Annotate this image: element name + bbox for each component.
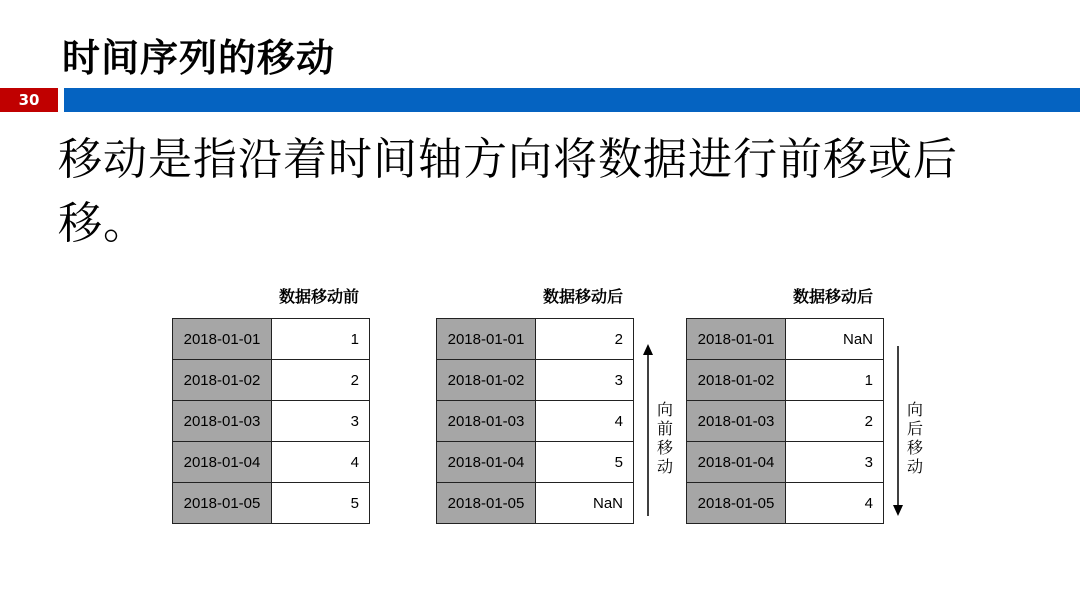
date-cell: 2018-01-05 xyxy=(687,483,786,524)
value-cell: NaN xyxy=(786,319,884,360)
date-cell: 2018-01-02 xyxy=(687,360,786,401)
table-row xyxy=(173,483,370,524)
date-cell: 2018-01-05 xyxy=(437,483,536,524)
table-row xyxy=(437,483,634,524)
table-row xyxy=(687,401,884,442)
table-row xyxy=(173,319,370,360)
date-cell: 2018-01-01 xyxy=(437,319,536,360)
caption-after-forward-shift: 数据移动后 xyxy=(543,287,624,306)
table-row xyxy=(437,442,634,483)
date-cell: 2018-01-04 xyxy=(173,442,272,483)
value-cell: 3 xyxy=(272,401,370,442)
table-row xyxy=(687,442,884,483)
table-before-shift xyxy=(172,318,370,524)
table-row xyxy=(437,319,634,360)
value-cell: 5 xyxy=(536,442,634,483)
date-cell: 2018-01-03 xyxy=(437,401,536,442)
date-cell: 2018-01-02 xyxy=(173,360,272,401)
value-cell: 2 xyxy=(786,401,884,442)
value-cell: 2 xyxy=(536,319,634,360)
table-row xyxy=(173,360,370,401)
header-bar xyxy=(64,88,1080,112)
slide-title: 时间序列的移动 xyxy=(62,36,336,80)
caption-after-backward-shift: 数据移动后 xyxy=(793,287,874,306)
shift-forward-label: 向前移动 xyxy=(656,400,673,476)
body-text: 移动是指沿着时间轴方向将数据进行前移或后移。 xyxy=(58,134,958,249)
table-row xyxy=(687,483,884,524)
arrow-up-icon xyxy=(640,344,656,516)
page-number-badge: 30 xyxy=(0,88,58,112)
table-row xyxy=(687,360,884,401)
date-cell: 2018-01-03 xyxy=(173,401,272,442)
value-cell: 5 xyxy=(272,483,370,524)
table-after-forward-shift xyxy=(436,318,634,524)
date-cell: 2018-01-02 xyxy=(437,360,536,401)
date-cell: 2018-01-05 xyxy=(173,483,272,524)
shift-backward-label: 向后移动 xyxy=(906,400,923,476)
table-row xyxy=(437,360,634,401)
value-cell: 4 xyxy=(272,442,370,483)
caption-before-shift: 数据移动前 xyxy=(279,287,360,306)
date-cell: 2018-01-03 xyxy=(687,401,786,442)
value-cell: 1 xyxy=(786,360,884,401)
date-cell: 2018-01-04 xyxy=(437,442,536,483)
value-cell: 4 xyxy=(786,483,884,524)
value-cell: 3 xyxy=(786,442,884,483)
value-cell: NaN xyxy=(536,483,634,524)
date-cell: 2018-01-01 xyxy=(173,319,272,360)
value-cell: 3 xyxy=(536,360,634,401)
table-row xyxy=(687,319,884,360)
value-cell: 4 xyxy=(536,401,634,442)
table-row xyxy=(173,401,370,442)
table-row xyxy=(173,442,370,483)
value-cell: 2 xyxy=(272,360,370,401)
date-cell: 2018-01-01 xyxy=(687,319,786,360)
arrow-down-icon xyxy=(890,346,906,516)
value-cell: 1 xyxy=(272,319,370,360)
table-after-backward-shift xyxy=(686,318,884,524)
table-row xyxy=(437,401,634,442)
date-cell: 2018-01-04 xyxy=(687,442,786,483)
